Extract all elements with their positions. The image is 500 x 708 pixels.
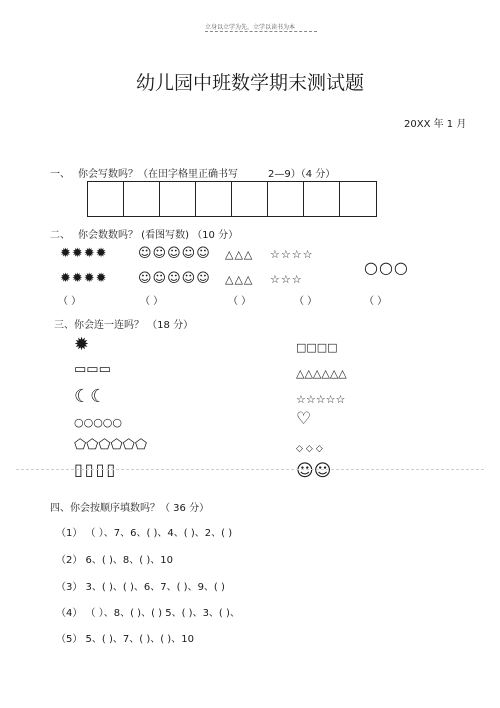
star-icon-row: ☆☆☆☆ bbox=[270, 248, 314, 261]
moon-icons[interactable]: ☾☾ bbox=[74, 386, 107, 407]
sun-icon-row: ✹✹✹✹ bbox=[60, 246, 108, 261]
answer-paren[interactable]: （ ） bbox=[364, 296, 388, 307]
grid-cell[interactable] bbox=[88, 182, 124, 216]
motto-header: 立身以立学为先，立学以读书为本 bbox=[204, 24, 295, 31]
q2-number: 二、 bbox=[50, 230, 70, 241]
pentagon-icons[interactable]: ⬠⬠⬠⬠⬠⬠ bbox=[74, 437, 148, 453]
smiley-icons[interactable]: ☺☺ bbox=[296, 461, 332, 481]
answer-paren[interactable]: （ ） bbox=[58, 296, 82, 307]
answer-paren[interactable]: （ ） bbox=[140, 296, 164, 307]
diamond-icons[interactable]: ◇◇◇ bbox=[296, 444, 326, 454]
star-icons[interactable]: ☆☆☆☆☆ bbox=[296, 393, 346, 406]
sequence-line-5[interactable]: （5） 5、( )、7、( )、( )、10 bbox=[56, 634, 194, 645]
q2-text: 你会数数吗？ (看图写数) （10 分） bbox=[78, 230, 239, 241]
rounded-rect-icons[interactable]: ▭▭▭ bbox=[74, 362, 111, 377]
smiley-icon-row: ☺☺☺☺☺ bbox=[138, 271, 211, 286]
motto-underline bbox=[205, 31, 317, 32]
triangle-icons[interactable]: △△△△△△ bbox=[296, 367, 347, 380]
q3-text: 三、你会连一连吗？ （18 分） bbox=[54, 320, 194, 331]
square-icons[interactable]: □□□□ bbox=[296, 341, 338, 354]
triangle-icon-row: △△△ bbox=[225, 248, 254, 261]
capsule-icons[interactable]: ▯▯▯▯ bbox=[74, 460, 118, 479]
sequence-line-2[interactable]: （2） 6、( )、8、( )、10 bbox=[56, 555, 173, 566]
grid-cell[interactable] bbox=[124, 182, 160, 216]
q1-range: 2—9）（4 分） bbox=[268, 169, 336, 180]
grid-cell[interactable] bbox=[304, 182, 340, 216]
sequence-line-1[interactable]: （1） （ ）、7、6、( )、4、( )、2、( ) bbox=[56, 528, 233, 539]
triangle-icon-row: △△△ bbox=[225, 273, 254, 286]
sun-icon-row: ✹✹✹✹ bbox=[60, 271, 108, 286]
q1-text: 你会写数吗？（在田字格里正确书写 bbox=[78, 169, 238, 180]
page-title: 幼儿园中班数学期末测试题 bbox=[135, 72, 364, 94]
exam-date: 20XX 年 1 月 bbox=[404, 119, 467, 130]
grid-cell[interactable] bbox=[268, 182, 304, 216]
sun-icon[interactable]: ✹ bbox=[74, 334, 90, 355]
circle-icon-row: ○○○ bbox=[364, 258, 409, 277]
grid-cell[interactable] bbox=[340, 182, 376, 216]
answer-paren[interactable]: （ ） bbox=[228, 296, 252, 307]
writing-grid[interactable] bbox=[87, 181, 377, 217]
smiley-icon-row: ☺☺☺☺☺ bbox=[138, 246, 211, 261]
star-icon-row: ☆☆☆ bbox=[270, 273, 303, 286]
small-circle-icons[interactable]: ○○○○○ bbox=[74, 416, 122, 429]
grid-cell[interactable] bbox=[196, 182, 232, 216]
page-fold-divider bbox=[16, 469, 484, 470]
sequence-line-4[interactable]: （4） （ ）、8、( )、( ) 5、( )、3、( )、 bbox=[56, 608, 240, 619]
heart-icon[interactable]: ♡ bbox=[296, 409, 312, 429]
grid-cell[interactable] bbox=[232, 182, 268, 216]
answer-paren[interactable]: （ ） bbox=[294, 296, 318, 307]
grid-cell[interactable] bbox=[160, 182, 196, 216]
q1-number: 一、 bbox=[50, 169, 70, 180]
sequence-line-3[interactable]: （3） 3、( )、( )、6、7、( )、9、( ) bbox=[56, 582, 225, 593]
q4-text: 四、你会按顺序填数吗？（ 36 分） bbox=[50, 503, 210, 514]
